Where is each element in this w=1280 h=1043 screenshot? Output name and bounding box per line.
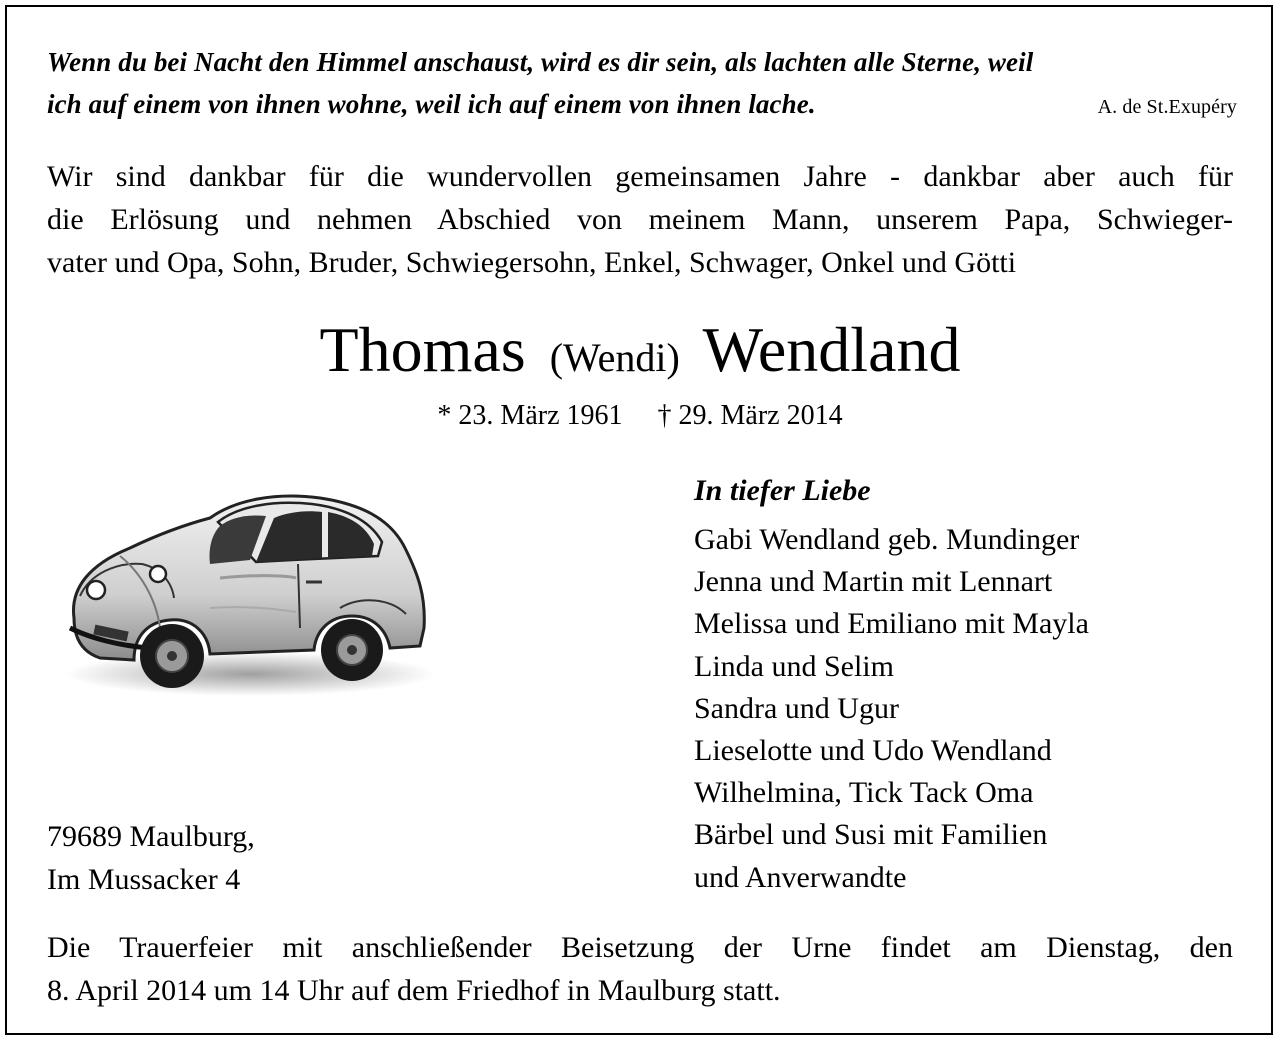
death-date: † 29. März 2014: [657, 400, 843, 431]
birth-date: * 23. März 1961: [437, 400, 623, 431]
intro-text: [47, 155, 1233, 284]
service-line-2: 8. April 2014 um 14 Uhr auf dem Friedhof in Maulburg statt.: [47, 974, 781, 1007]
vintage-beetle-car-icon: [60, 478, 440, 698]
mourner-name: Wilhelmina, Tick Tack Oma: [694, 776, 1034, 810]
mourner-name: Lieselotte und Udo Wendland: [694, 734, 1052, 768]
mourner-name: Linda und Selim: [694, 649, 894, 683]
intro-line-1: Wir sind dankbar für die wundervollen gemeinsamen Jahre - dankbar aber auch für: [47, 160, 1233, 193]
quote-line-1: Wenn du bei Nacht den Himmel anschaust, wird es dir sein, als lachten alle Sterne, weil: [47, 47, 1034, 77]
mourner-name: Jenna und Martin mit Lennart: [694, 565, 1053, 599]
mourners-list: [694, 469, 1089, 899]
mourners-heading: In tiefer Liebe: [694, 474, 871, 507]
deceased-last-name: Wendland: [702, 314, 961, 385]
mourner-name: Sandra und Ugur: [694, 691, 899, 725]
mourner-name: Gabi Wendland geb. Mundinger: [694, 523, 1080, 556]
mourner-name: Bärbel und Susi mit Familien: [694, 818, 1048, 852]
address-line-2: Im Mussacker 4: [47, 863, 241, 896]
mourner-name: Melissa und Emiliano mit Mayla: [694, 607, 1089, 641]
mourner-name: und Anverwandte: [694, 860, 907, 894]
intro-line-2: die Erlösung und nehmen Abschied von meinem Mann, unserem Papa, Schwieger-: [47, 203, 1233, 236]
deceased-name: [0, 312, 1280, 396]
service-line-1: Die Trauerfeier mit anschließender Beisetzung der Urne findet am Dienstag, den: [47, 931, 1233, 964]
intro-line-3: vater und Opa, Sohn, Bruder, Schwiegersohn, Enkel, Schwager, Onkel und Götti: [47, 246, 1017, 279]
quote-block: [47, 41, 1237, 128]
quote-line-2: ich auf einem von ihnen wohne, weil ich auf einem von ihnen lache.: [47, 89, 816, 119]
deceased-first-name: Thomas: [319, 314, 526, 385]
address-line-1: 79689 Maulburg,: [47, 820, 255, 853]
quote-author: A. de St.Exupéry: [1097, 96, 1237, 118]
funeral-service-info: [47, 926, 1233, 1012]
deceased-nickname: (Wendi): [549, 335, 680, 380]
family-address: [47, 815, 255, 901]
life-dates: [0, 398, 1280, 434]
